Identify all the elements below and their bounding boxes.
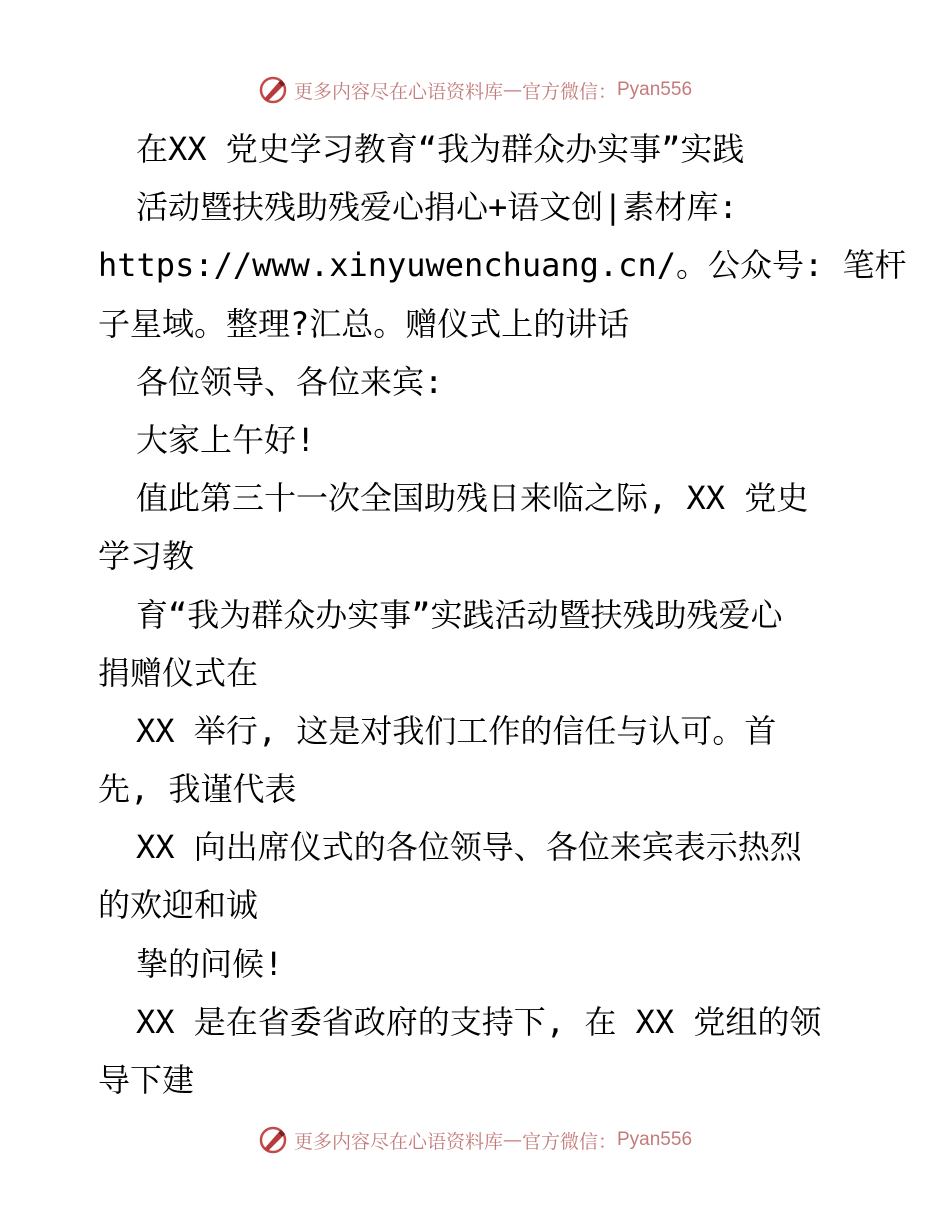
text-line: 导下建 [98,1061,195,1099]
text-line: XX 举行, 这是对我们工作的信任与认可。首 [136,711,777,750]
text-line: 活动暨扶残助残爱心捐心+语文创|素材库: [136,188,738,227]
header-dash: — [502,79,522,101]
text-line: 学习教 [98,537,195,576]
text-line: 育“我为群众办实事”实践活动暨扶残助残爱心 [136,595,783,634]
pen-logo-icon [258,75,288,105]
pen-logo-icon [258,1125,288,1155]
text-line: 的欢迎和诚 [98,886,259,925]
text-line: 值此第三十一次全国助残日来临之际, XX 党史 [136,479,809,518]
header-watermark [0,70,950,110]
footer-wechat-label: 官方微信： [521,1130,617,1153]
header-wechat-id: Pyan556 [617,79,693,100]
text-line: 先, 我谨代表 [98,770,297,809]
header-wechat-label: 官方微信： [521,80,617,103]
footer-site-text: 更多内容尽在心语资料库 [293,1130,503,1153]
header-site-text: 更多内容尽在心语资料库 [293,80,503,103]
text-line: 捐赠仪式在 [98,653,259,692]
text-line: 在XX 党史学习教育“我为群众办实事”实践 [136,130,745,168]
text-line: https://www.xinyuwenchuang.cn/。公众号: 笔杆 [98,246,907,285]
text-line: XX 是在省委省政府的支持下, 在 XX 党组的领 [136,1002,822,1041]
text-line: 子星域。整理?汇总。赠仪式上的讲话 [98,304,630,343]
text-line: XX 向出席仪式的各位领导、各位来宾表示热烈 [136,828,802,867]
footer-wechat-id: Pyan556 [617,1129,693,1150]
text-line: 大家上午好! [136,420,316,459]
footer-dash: — [502,1129,522,1151]
text-line: 各位领导、各位来宾: [136,362,444,401]
document-body [98,120,907,1109]
text-line: 挚的问候! [136,944,284,983]
footer-watermark [0,1120,950,1160]
